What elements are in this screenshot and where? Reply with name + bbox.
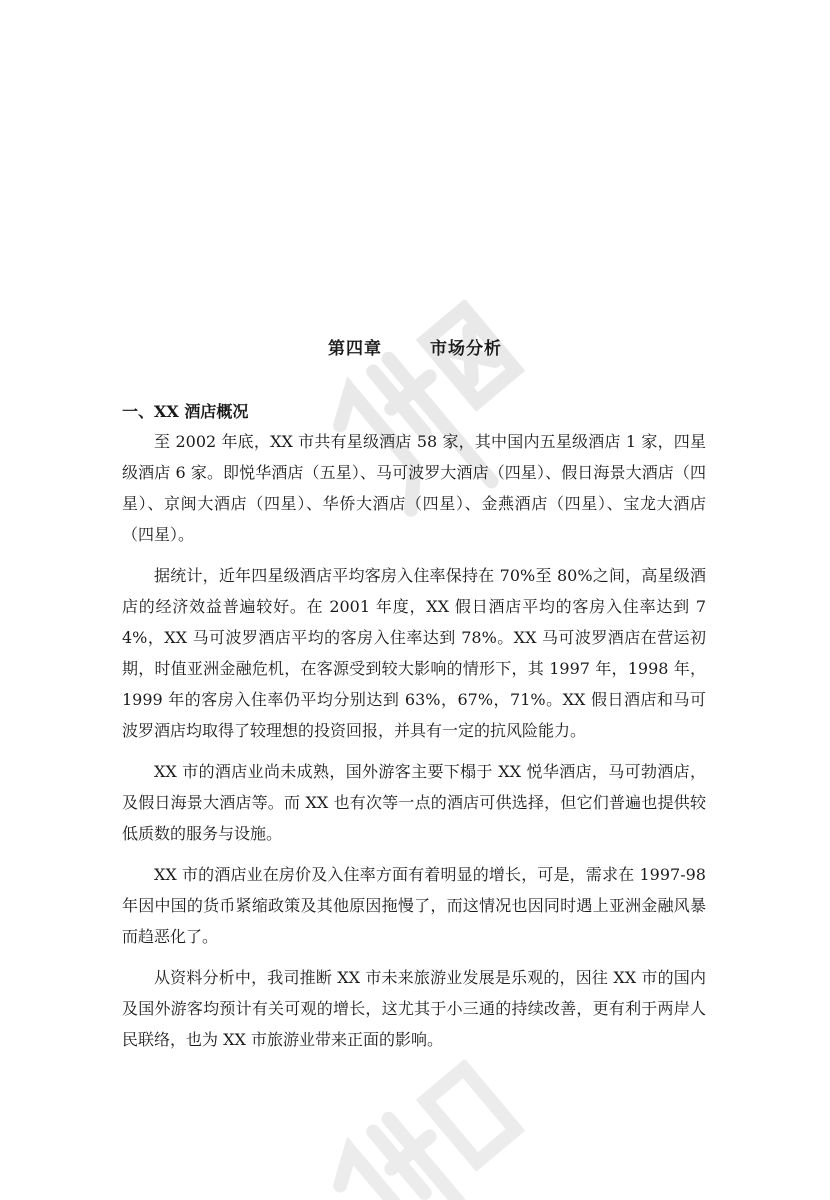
body-text [122, 426, 706, 1065]
section-heading: 一、XX 酒店概况 [122, 402, 249, 421]
paragraph: XX 市的酒店业在房价及入住率方面有着明显的增长，可是，需求在 1997-98 年因中国的货币紧缩政策及其他原因拖慢了，而这情况也因同时遇上亚洲金融风暴而趋恶化了。 [122, 865, 706, 946]
paragraph: 至 2002 年底，XX 市共有星级酒店 58 家，其中国内五星级酒店 1 家，四星级酒店 6 家。即悦华酒店（五星）、马可波罗大酒店（四星）、假日海景大酒店（四星）、京闽大酒店（四星）、华侨大酒店（四星）、金燕酒店（四星）、宝龙大酒店（四星）。 [122, 432, 706, 544]
paragraph: XX 市的酒店业尚未成熟，国外游客主要下榻于 XX 悦华酒店，马可勃酒店，及假日海景大酒店等。而 XX 也有次等一点的酒店可供选择，但它们普遍也提供较低质数的服务与设施。 [122, 762, 706, 843]
chapter-title [0, 334, 830, 359]
watermark-icon [330, 1060, 550, 1200]
paragraph: 从资料分析中，我司推断 XX 市未来旅游业发展是乐观的，因往 XX 市的国内及国外游客均预计有关可观的增长，这尤其于小三通的持续改善，更有利于两岸人民联络，也为 XX 市旅游业带来正面的影响。 [122, 968, 706, 1049]
paragraph: 据统计，近年四星级酒店平均客房入住率保持在 70%至 80%之间，高星级酒店的经济效益普遍较好。在 2001 年度，XX 假日酒店平均的客房入住率达到 74%，XX 马可波罗酒店平均的客房入住率达到 78%。XX 马可波罗酒店在营运初期，时值亚洲金融危机，在客源受到较大影响的情形下，其 1997 年，1998 年，1999 年的客房入住率仍平均分别达到 63%，67%，71%。XX 假日酒店和马可波罗酒店均取得了较理想的投资回报，并具有一定的抗风险能力。 [122, 566, 706, 740]
chapter-label: 第四章 [328, 339, 382, 359]
chapter-name: 市场分析 [430, 339, 502, 359]
